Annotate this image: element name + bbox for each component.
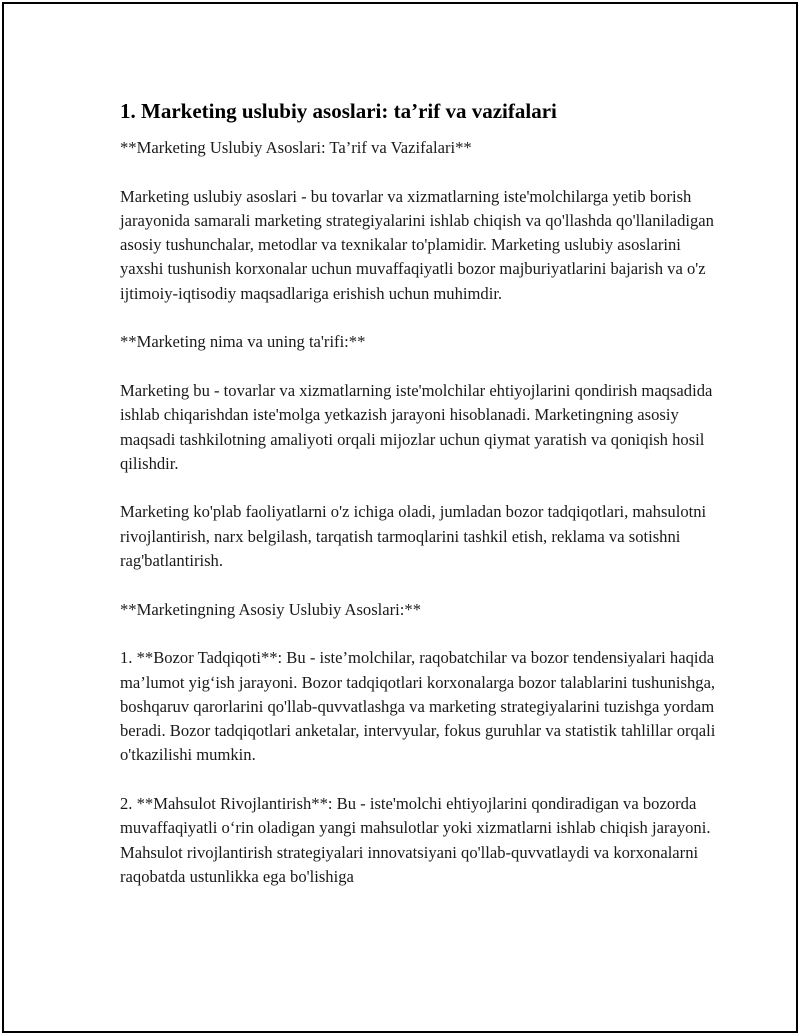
document-heading: 1. Marketing uslubiy asoslari: ta’rif va vazifalari xyxy=(120,99,557,123)
paragraph-subtitle: **Marketing Uslubiy Asoslari: Ta’rif va Vazifalari** xyxy=(120,138,472,157)
paragraph-market-research: 1. **Bozor Tadqiqoti**: Bu - iste’molchilar, raqobatchilar va bozor tendensiyalari haqida ma’lumot yig‘ish jarayoni. Bozor tadqiqotlari korxonalarga bozor talablarini tushunishga, boshqaruv qarorlarini qo'llab-quvvatlashga va marketing strategiyalarini tuzishga yordam beradi. Bozor tadqiqotlari anketalar, intervyular, fokus guruhlar va statistik tahlillar orqali o'tkazilishi mumkin. xyxy=(120,648,716,765)
paragraph-product-development: 2. **Mahsulot Rivojlantirish**: Bu - iste'molchi ehtiyojlarini qondiradigan va bozorda muvaffaqiyatli o‘rin oladigan yangi mahsulotlar yoki xizmatlarni ishlab chiqish jarayoni. Mahsulot rivojlantirish strategiyalari innovatsiyani qo'llab-quvvatlaydi va korxonalarni raqobatda ustunlikka ega bo'lishiga xyxy=(120,794,711,886)
paragraph-definition: Marketing bu - tovarlar va xizmatlarning iste'molchilar ehtiyojlarini qondirish maqsadida ishlab chiqarishdan iste'molga yetkazish jarayoni hisoblanadi. Marketingning asosiy maqsadi tashkilotning amaliyoti orqali mijozlar uchun qiymat yaratish va qoniqish hosil qilishdir. xyxy=(120,380,713,473)
document-body xyxy=(120,97,720,889)
paragraph-section-foundations: **Marketingning Asosiy Uslubiy Asoslari:** xyxy=(120,599,421,619)
paragraph-intro: Marketing uslubiy asoslari - bu tovarlar va xizmatlarning iste'molchilarga yetib borish jarayonida samarali marketing strategiyalarini ishlab chiqish va qo'llashda qo'llaniladigan asosiy tushunchalar, metodlar va texnikalar to'plamidir. Marketing uslubiy asoslarini yaxshi tushunish korxonalar uchun muvaffaqiyatli bozor majburiyatlarini bajarish va o'z ijtimoiy-iqtisodiy maqsadlariga erishish uchun muhimdir. xyxy=(120,186,714,303)
page-frame xyxy=(2,2,798,1033)
paragraph-section-definition: **Marketing nima va uning ta'rifi:** xyxy=(120,332,366,352)
paragraph-activities: Marketing ko'plab faoliyatlarni o'z ichiga oladi, jumladan bozor tadqiqotlari, mahsulotni rivojlantirish, narx belgilash, tarqatish tarmoqlarini tashkil etish, reklama va sotishni rag'batlantirish. xyxy=(120,502,707,571)
